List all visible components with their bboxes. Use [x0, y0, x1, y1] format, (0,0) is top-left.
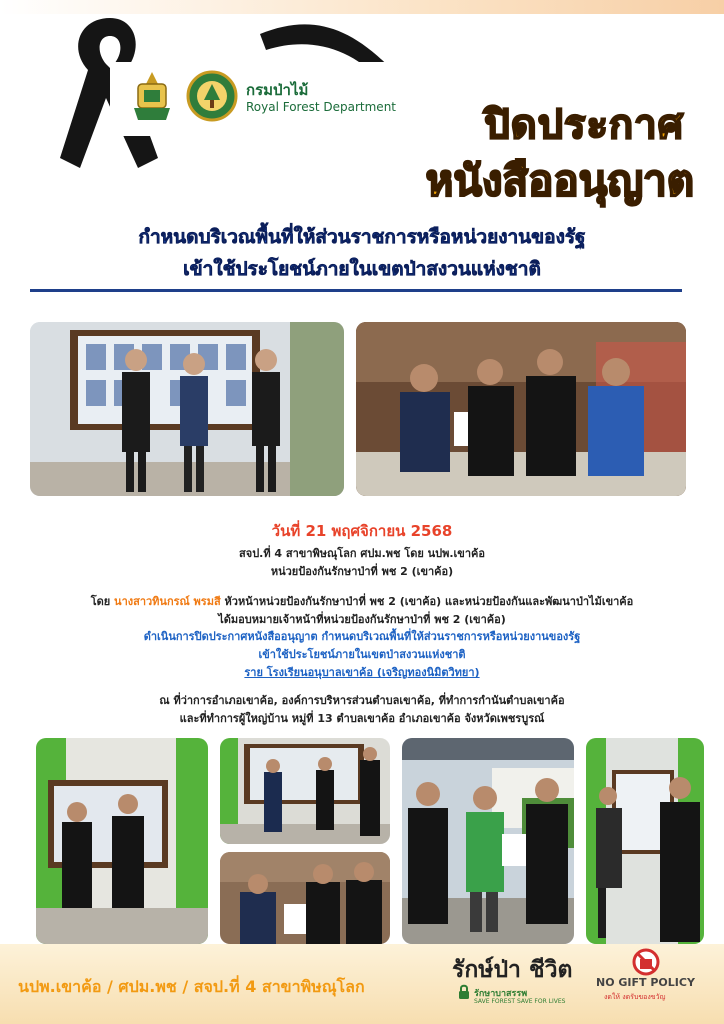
agency-line-2: หน่วยป้องกันรักษาป่าที่ พช 2 (เขาค้อ) — [270, 565, 454, 578]
date: วันที่ 21 พฤศจิกายน 2568 — [271, 522, 453, 540]
no-gift-icon — [632, 948, 660, 976]
divider — [30, 289, 682, 292]
photo-document-handover — [356, 322, 686, 496]
save-forest-logo — [452, 952, 592, 1008]
location-line-1: ณ ที่ว่าการอำเภอเขาค้อ, องค์การบริหารส่วนตำบลเขาค้อ, ที่ทำการกำนันตำบลเขาค้อ — [159, 694, 565, 707]
org-name-en: Royal Forest Department — [246, 100, 396, 114]
footer-agencies: นปพ.เขาค้อ / ศปม.พช / สจป.ที่ 4 สาขาพิษณุโลก — [18, 977, 365, 996]
title-line-2: หนังสืออนุญาต — [425, 156, 694, 205]
photo-outdoor-handover — [402, 738, 574, 944]
subtitle-line-2: เข้าใช้ประโยชน์ภายในเขตป่าสงวนแห่งชาติ — [183, 258, 541, 280]
agency-line-1: สจป.ที่ 4 สาขาพิษณุโลก ศปม.พช โดย นปพ.เขาค้อ — [239, 547, 485, 560]
title-line-1: ปิดประกาศ — [484, 102, 684, 148]
padlock-icon — [458, 984, 470, 1000]
assigned-line: ได้มอบหมายเจ้าหน้าที่หน่วยป้องกันรักษาป่าที่ พช 2 (เขาค้อ) — [218, 613, 506, 626]
rfd-emblem-icon — [186, 70, 238, 122]
subtitle-line-1: กำหนดบริเวณพื้นที่ให้ส่วนราชการหรือหน่วยงานของรัฐ — [138, 226, 586, 248]
campaign-en: SAVE FOREST SAVE FOR LIVES — [474, 998, 566, 1005]
photo-notice-board — [30, 322, 344, 496]
location-line-2: และที่ทำการผู้ใหญ่บ้าน หมู่ที่ 13 ตำบลเขาค้อ อำเภอเขาค้อ จังหวัดเพชรบูรณ์ — [179, 712, 545, 725]
no-gift-policy-logo — [596, 948, 695, 1010]
action-line-2: เข้าใช้ประโยชน์ภายในเขตป่าสงวนแห่งชาติ — [258, 648, 466, 661]
by-rest: หัวหน้าหน่วยป้องกันรักษาป่าที่ พช 2 (เขาค้อ) และหน่วยป้องกันและพัฒนาป่าไม้เขาค้อ — [224, 595, 634, 608]
government-seal-icon — [128, 70, 176, 124]
policy-title: NO GIFT POLICY — [596, 976, 695, 989]
person-name: นางสาวทินกรณ์ พรมสี — [114, 595, 221, 608]
campaign-main: รักษ์ป่า ชีวิต — [452, 957, 573, 983]
photo-certificate — [220, 852, 390, 944]
by-prefix: โดย — [90, 595, 111, 608]
by-line — [20, 593, 704, 611]
campaign-th: รักษาบาสรรพ — [474, 989, 528, 999]
policy-sub: งดให้ งดรับของขวัญ — [604, 993, 666, 1001]
photo-board-posting — [220, 738, 390, 844]
action-line-1: ดำเนินการปิดประกาศหนังสืออนุญาต กำหนดบริเวณพื้นที่ให้ส่วนราชการหรือหน่วยงานของรัฐ — [143, 630, 581, 643]
photo-district-office — [36, 738, 208, 944]
action-line-3: ราย โรงเรียนอนุบาลเขาค้อ (เจริญทองนิมิตวิทยา) — [244, 666, 480, 679]
photo-village-board — [586, 738, 704, 944]
org-name-th: กรมป่าไม้ — [246, 81, 309, 99]
